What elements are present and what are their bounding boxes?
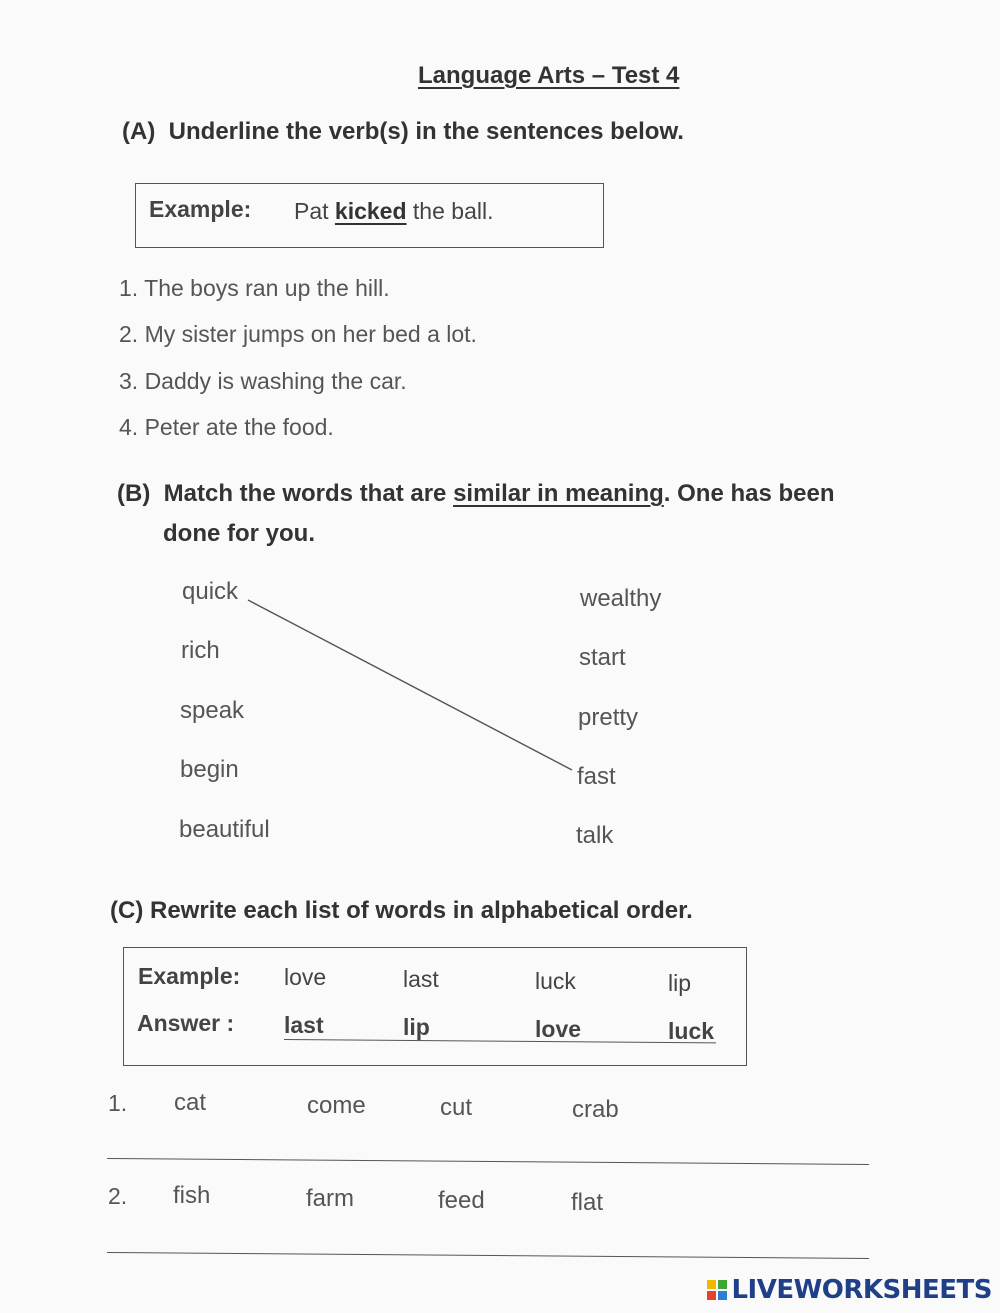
right-word-pretty[interactable]: pretty <box>578 704 639 731</box>
sentence-3[interactable]: 3. Daddy is washing the car. <box>119 368 407 394</box>
item-2-number: 2. <box>108 1183 128 1209</box>
example-after: the ball. <box>406 198 494 224</box>
answer-word-4: luck <box>668 1018 715 1044</box>
logo-squares-icon <box>707 1280 727 1300</box>
liveworksheets-logo <box>707 1275 992 1305</box>
item-1-word-4: crab <box>572 1096 619 1123</box>
sentence-1[interactable]: 1. The boys ran up the hill. <box>119 275 390 301</box>
item-1-word-3: cut <box>440 1094 473 1121</box>
page-title: Language Arts – Test 4 <box>418 62 680 89</box>
example-word-1: love <box>284 964 327 990</box>
left-word-begin[interactable]: begin <box>180 756 239 783</box>
example-before: Pat <box>294 198 335 224</box>
right-word-wealthy[interactable]: wealthy <box>580 585 662 612</box>
item-1-word-1: cat <box>174 1089 207 1116</box>
item-2-word-4: flat <box>571 1189 604 1216</box>
section-c-heading <box>110 897 693 925</box>
left-word-rich[interactable]: rich <box>181 637 220 664</box>
answer-word-3: love <box>535 1016 582 1042</box>
example-word-2: last <box>403 966 439 992</box>
example-word-4: lip <box>668 970 692 996</box>
left-word-beautiful[interactable]: beautiful <box>179 816 270 843</box>
item-2-word-1: fish <box>173 1182 211 1209</box>
left-word-quick[interactable]: quick <box>182 578 239 605</box>
section-a-example-label: Example: <box>149 196 252 222</box>
example-verb: kicked <box>334 198 407 224</box>
section-b-letter: (B) <box>117 480 151 507</box>
answer-word-2: lip <box>403 1014 430 1040</box>
item-1-number: 1. <box>108 1090 128 1116</box>
section-c-letter: (C) <box>110 897 144 924</box>
example-word-3: luck <box>535 968 576 994</box>
section-b-instruction-underlined: similar in meaning <box>453 480 664 507</box>
sentence-2[interactable]: 2. My sister jumps on her bed a lot. <box>119 321 477 347</box>
answer-word-1: last <box>284 1012 324 1038</box>
match-line-quick-fast <box>248 600 572 770</box>
right-word-talk[interactable]: talk <box>576 822 614 849</box>
section-c-example-label: Example: <box>138 963 241 989</box>
section-b-instruction-line2: done for you. <box>163 520 315 547</box>
section-c-answer-label: Answer : <box>137 1010 235 1036</box>
section-a-letter: (A) <box>122 118 156 145</box>
section-b-instruction-start: Match the words that are <box>163 480 454 507</box>
left-word-speak[interactable]: speak <box>180 697 245 724</box>
item-2-word-2: farm <box>306 1185 354 1212</box>
section-b-instruction-end: . One has been <box>663 480 835 507</box>
item-2-word-3: feed <box>438 1187 485 1214</box>
watermark-text: LIVEWORKSHEETS <box>731 1275 992 1305</box>
section-a-instruction: Underline the verb(s) in the sentences below. <box>168 118 684 145</box>
section-c-instruction: Rewrite each list of words in alphabetical order. <box>150 897 693 924</box>
item-1-word-2: come <box>307 1092 366 1119</box>
sentence-4[interactable]: 4. Peter ate the food. <box>119 414 334 440</box>
right-word-start[interactable]: start <box>579 644 626 671</box>
right-word-fast[interactable]: fast <box>577 763 616 790</box>
